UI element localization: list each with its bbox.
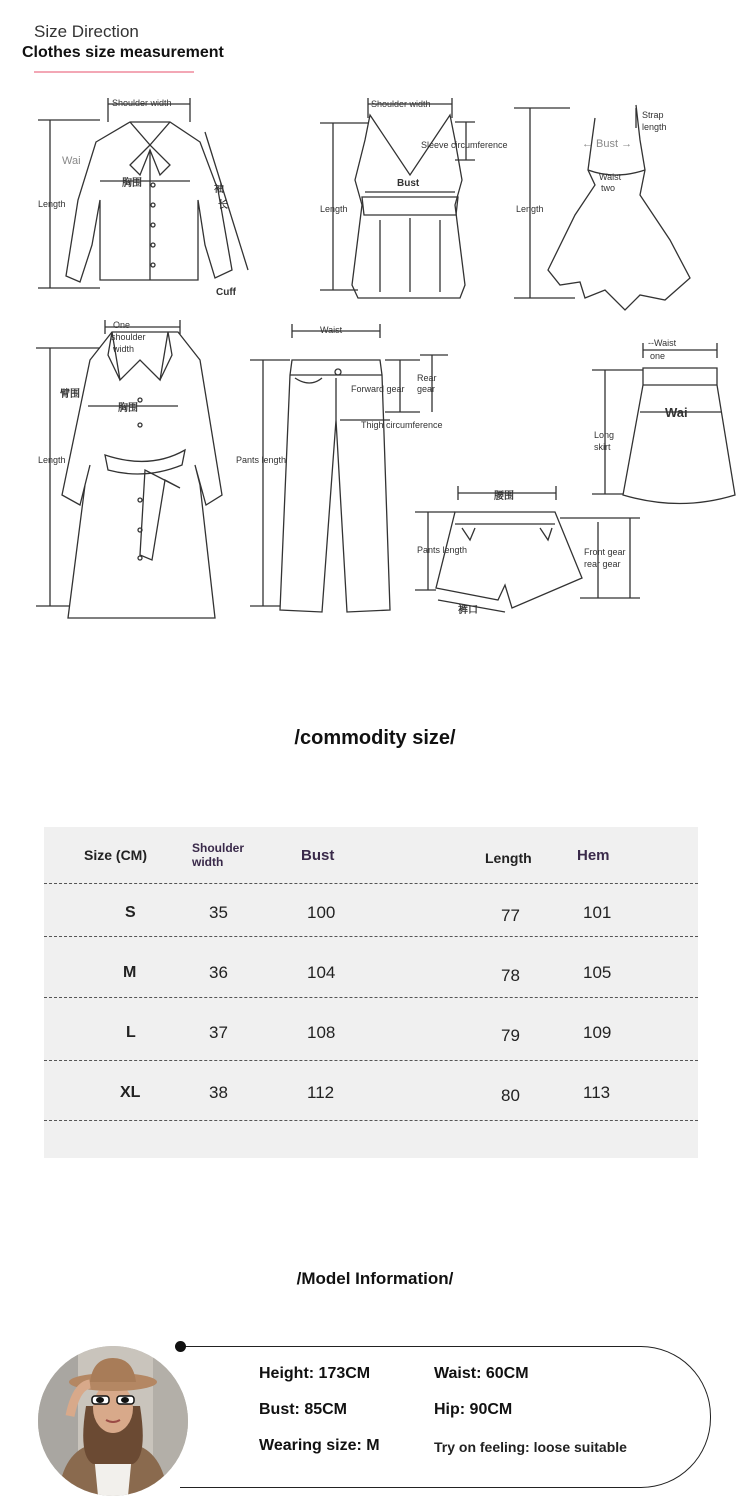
shirt-wai-label: Wai	[62, 155, 81, 167]
coat-shoulder-label-1: One	[113, 320, 131, 330]
skirt-drawing	[592, 343, 735, 504]
pants-forward-label: Forward gear	[351, 384, 405, 394]
cell-size: M	[123, 964, 137, 981]
model-height: Height: 173CM	[259, 1365, 371, 1382]
size-table	[44, 827, 698, 1158]
cell-length: 77	[501, 906, 520, 925]
model-bust: Bust: 85CM	[259, 1401, 348, 1418]
skirt-wai-label: Wai	[665, 405, 688, 420]
dress-waist-label-1: Waist	[599, 172, 622, 182]
garment-diagrams	[0, 80, 750, 640]
table-row	[44, 1063, 698, 1123]
dress-bust-label: ← Bust →	[582, 138, 633, 150]
pants-drawing	[250, 324, 448, 612]
shirt-length-label: Length	[38, 199, 66, 209]
coat-arm-label: 臂围	[60, 389, 80, 400]
dress-strap-label-1: Strap	[642, 110, 664, 120]
table-separator	[44, 936, 698, 937]
cell-length: 78	[501, 966, 520, 985]
skirt-waist-label-1: --Waist	[648, 338, 677, 348]
pants-thigh-label: Thigh circumference	[361, 420, 443, 430]
skirt-long-label-2: skirt	[594, 442, 611, 452]
cell-size: S	[125, 904, 136, 921]
header-title: Size Direction	[34, 22, 139, 41]
cell-shoulder: 35	[209, 903, 228, 922]
shorts-hem-label: 裤口	[458, 605, 478, 616]
header-size: Size (CM)	[84, 847, 147, 863]
cell-bust: 108	[307, 1023, 336, 1042]
pants-waist-label: Waist	[320, 325, 343, 335]
model-hip: Hip: 90CM	[434, 1401, 513, 1418]
coat-drawing	[36, 320, 222, 618]
pants-rear-label-2: gear	[417, 384, 436, 394]
pants-length-label: Pants length	[236, 455, 287, 465]
model-waist: Waist: 60CM	[434, 1365, 529, 1382]
cell-bust: 112	[307, 1083, 335, 1102]
skirt-long-label-1: Long	[594, 430, 615, 440]
cell-size: XL	[120, 1084, 141, 1101]
pants-rear-label-1: Rear	[417, 373, 437, 383]
cell-length: 79	[501, 1026, 520, 1045]
coat-shoulder-label-3: width	[113, 344, 135, 354]
table-separator	[44, 997, 698, 998]
coat-shoulder-label-2: shoulder	[111, 332, 146, 342]
shirt-bust-label: 胸围	[122, 178, 142, 189]
model-info-title: /Model Information/	[296, 1269, 454, 1288]
cell-hem: 105	[583, 963, 612, 982]
shorts-front-label-2: rear gear	[584, 559, 621, 569]
vest-shoulder-label: Shoulder width	[371, 99, 431, 109]
cell-length: 80	[501, 1086, 520, 1105]
shorts-waist-label: 腰围	[494, 491, 514, 502]
cell-hem: 101	[583, 903, 612, 922]
header-length: Length	[485, 850, 532, 866]
dress-length-label: Length	[516, 204, 544, 214]
shirt-shoulder-label: Shoulder width	[112, 98, 172, 108]
header-shoulder: Shoulder width	[192, 841, 245, 869]
coat-length-label: Length	[38, 455, 66, 465]
cell-bust: 100	[307, 903, 336, 922]
header-hem: Hem	[577, 846, 610, 864]
model-try-on-feeling: Try on feeling: loose suitable	[434, 1439, 627, 1455]
vest-bust-label: Bust	[397, 178, 420, 189]
shorts-front-label-1: Front gear	[584, 547, 626, 557]
dress-waist-label-2: two	[601, 183, 616, 193]
table-separator	[44, 1060, 698, 1061]
table-row	[44, 943, 698, 1003]
vest-length-label: Length	[320, 204, 348, 214]
cell-size: L	[126, 1024, 136, 1041]
vest-sleeve-label: Sleeve circumference	[421, 140, 508, 150]
commodity-size-title: /commodity size/	[294, 727, 456, 749]
coat-bust-label: 胸围	[118, 403, 138, 414]
shirt-sleeve-label-1: 袖	[214, 184, 224, 195]
header-underline	[34, 71, 194, 73]
shorts-length-label: Pants length	[417, 545, 468, 555]
cell-shoulder: 37	[209, 1023, 228, 1042]
header-bust: Bust	[301, 846, 335, 864]
cell-hem: 109	[583, 1023, 612, 1042]
skirt-waist-label-2: one	[650, 351, 666, 361]
bullet-dot	[175, 1341, 186, 1352]
cell-shoulder: 38	[209, 1083, 228, 1102]
vest-drawing	[320, 98, 475, 298]
header-subtitle: Clothes size measurement	[22, 44, 224, 61]
model-wearing-size: Wearing size: M	[259, 1437, 380, 1454]
shirt-sleeve-label-2: 长	[218, 200, 228, 211]
cell-hem: 113	[583, 1083, 611, 1102]
cell-bust: 104	[307, 963, 336, 982]
table-separator	[44, 1120, 698, 1121]
table-row	[44, 883, 698, 943]
dress-strap-label-2: length	[642, 122, 667, 132]
cell-shoulder: 36	[209, 963, 228, 982]
model-avatar-icon	[38, 1346, 188, 1496]
shirt-cuff-label: Cuff	[216, 287, 236, 298]
model-photo	[38, 1346, 188, 1496]
table-row	[44, 1003, 698, 1063]
